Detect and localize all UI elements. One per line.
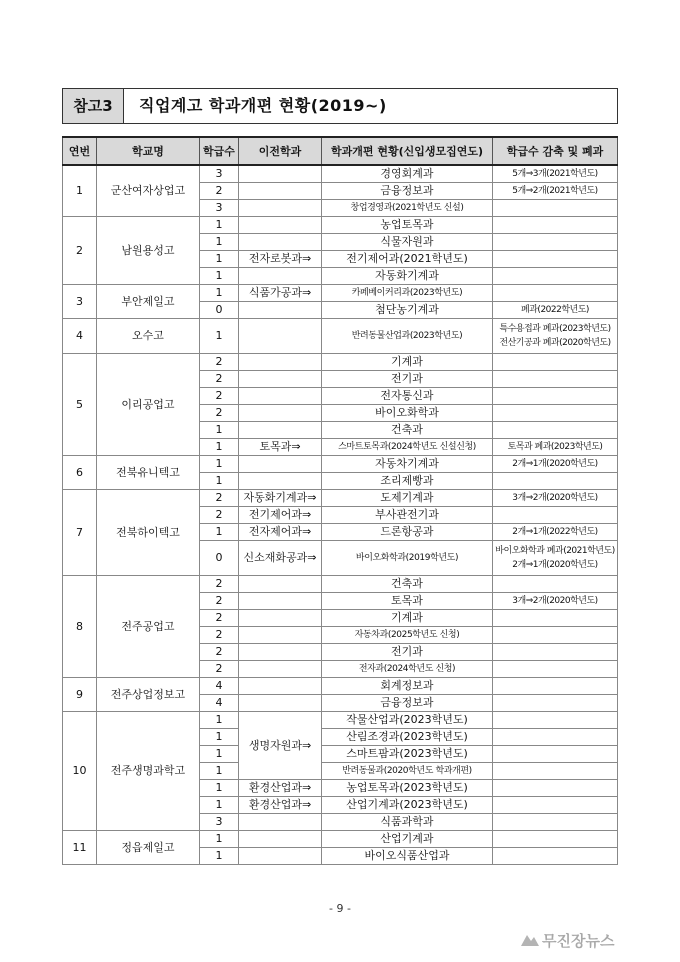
reduction-note xyxy=(493,507,618,524)
class-count: 2 xyxy=(200,183,239,200)
class-count: 1 xyxy=(200,746,239,763)
school-number: 5 xyxy=(63,354,97,456)
reduction-note: 폐과(2022학년도) xyxy=(493,302,618,319)
department-name: 스마트토목과(2024학년도 신설신청) xyxy=(322,439,493,456)
reduction-note xyxy=(493,644,618,661)
department-name: 전자과(2024학년도 신청) xyxy=(322,661,493,678)
department-name: 금융정보과 xyxy=(322,695,493,712)
previous-dept xyxy=(239,593,322,610)
previous-dept xyxy=(239,644,322,661)
reduction-note xyxy=(493,814,618,831)
department-name: 부사관전기과 xyxy=(322,507,493,524)
reduction-note xyxy=(493,354,618,371)
school-name: 군산여자상업고 xyxy=(97,165,200,217)
department-name: 금융정보과 xyxy=(322,183,493,200)
class-count: 2 xyxy=(200,405,239,422)
class-count: 3 xyxy=(200,200,239,217)
previous-dept xyxy=(239,610,322,627)
previous-dept xyxy=(239,814,322,831)
department-name: 전기제어과(2021학년도) xyxy=(322,251,493,268)
class-count: 1 xyxy=(200,831,239,848)
table-row xyxy=(63,831,618,848)
reference-tag: 참고3 xyxy=(63,89,124,123)
table-row xyxy=(63,354,618,371)
reduction-note xyxy=(493,780,618,797)
department-name: 자동차과(2025학년도 신청) xyxy=(322,627,493,644)
reduction-note: 3개⇒2개(2020학년도) xyxy=(493,593,618,610)
previous-dept xyxy=(239,234,322,251)
department-name: 카페베이커리과(2023학년도) xyxy=(322,285,493,302)
department-name: 산업기계과(2023학년도) xyxy=(322,797,493,814)
class-count: 1 xyxy=(200,473,239,490)
previous-dept xyxy=(239,217,322,234)
class-count: 1 xyxy=(200,848,239,865)
previous-dept xyxy=(239,165,322,183)
class-count: 2 xyxy=(200,576,239,593)
department-name: 바이오식품산업과 xyxy=(322,848,493,865)
class-count: 1 xyxy=(200,797,239,814)
department-name: 산업기계과 xyxy=(322,831,493,848)
previous-dept: 토목과⇒ xyxy=(239,439,322,456)
reduction-note xyxy=(493,831,618,848)
reduction-note: 5개⇒2개(2021학년도) xyxy=(493,183,618,200)
school-name: 전주생명과학고 xyxy=(97,712,200,831)
department-name: 도제기계과 xyxy=(322,490,493,507)
class-count: 1 xyxy=(200,524,239,541)
col-header-no: 연번 xyxy=(63,137,97,165)
department-name: 드론항공과 xyxy=(322,524,493,541)
previous-dept: 전기제어과⇒ xyxy=(239,507,322,524)
table-row xyxy=(63,678,618,695)
reduction-note xyxy=(493,541,618,576)
class-count: 2 xyxy=(200,354,239,371)
class-count: 1 xyxy=(200,729,239,746)
table-row xyxy=(63,217,618,234)
previous-dept xyxy=(239,302,322,319)
class-count: 2 xyxy=(200,388,239,405)
class-count: 4 xyxy=(200,678,239,695)
department-name: 식물자원과 xyxy=(322,234,493,251)
reduction-note xyxy=(493,200,618,217)
school-number: 8 xyxy=(63,576,97,678)
table-row xyxy=(63,165,618,183)
department-name: 스마트팜과(2023학년도) xyxy=(322,746,493,763)
department-name: 자동화기계과 xyxy=(322,268,493,285)
previous-dept xyxy=(239,661,322,678)
reduction-note xyxy=(493,285,618,302)
class-count: 0 xyxy=(200,302,239,319)
reduction-note: 5개⇒3개(2021학년도) xyxy=(493,165,618,183)
reduction-note xyxy=(493,268,618,285)
school-number: 9 xyxy=(63,678,97,712)
reduction-note xyxy=(493,610,618,627)
class-count: 2 xyxy=(200,610,239,627)
department-name: 자동차기계과 xyxy=(322,456,493,473)
col-header-school: 학교명 xyxy=(97,137,200,165)
table-row xyxy=(63,712,618,729)
school-number: 10 xyxy=(63,712,97,831)
department-name: 건축과 xyxy=(322,422,493,439)
class-count: 3 xyxy=(200,165,239,183)
previous-dept: 환경산업과⇒ xyxy=(239,780,322,797)
previous-dept xyxy=(239,695,322,712)
table-row xyxy=(63,490,618,507)
school-name: 전북하이텍고 xyxy=(97,490,200,576)
previous-dept xyxy=(239,678,322,695)
department-name: 회계정보과 xyxy=(322,678,493,695)
class-count: 2 xyxy=(200,644,239,661)
reduction-note-line: 바이오화학과 폐과(2021학년도) xyxy=(495,546,615,556)
class-count: 1 xyxy=(200,251,239,268)
table-row xyxy=(63,285,618,302)
previous-dept xyxy=(239,200,322,217)
reduction-note xyxy=(493,848,618,865)
class-count: 1 xyxy=(200,217,239,234)
reduction-note xyxy=(493,234,618,251)
previous-dept: 신소재화공과⇒ xyxy=(239,541,322,576)
school-number: 3 xyxy=(63,285,97,319)
section-title: 직업계고 학과개편 현황(2019~) xyxy=(139,96,387,115)
class-count: 1 xyxy=(200,285,239,302)
department-name: 전기과 xyxy=(322,644,493,661)
table-row xyxy=(63,576,618,593)
previous-dept xyxy=(239,319,322,354)
watermark-text: 무진장뉴스 xyxy=(542,932,615,950)
watermark-logo xyxy=(520,928,670,950)
reduction-note xyxy=(493,251,618,268)
previous-dept xyxy=(239,848,322,865)
department-name: 반려동물산업과(2023학년도) xyxy=(322,319,493,354)
department-name: 토목과 xyxy=(322,593,493,610)
reduction-note-line: 전산기공과 폐과(2020학년도) xyxy=(499,338,611,348)
reduction-note xyxy=(493,763,618,780)
previous-dept xyxy=(239,388,322,405)
table-row xyxy=(63,456,618,473)
department-name: 반려동물과(2020학년도 학과개편) xyxy=(322,763,493,780)
reduction-note xyxy=(493,661,618,678)
previous-dept xyxy=(239,576,322,593)
class-count: 0 xyxy=(200,541,239,576)
class-count: 1 xyxy=(200,439,239,456)
class-count: 4 xyxy=(200,695,239,712)
reduction-note xyxy=(493,729,618,746)
department-name: 창업경영과(2021학년도 신설) xyxy=(322,200,493,217)
previous-dept xyxy=(239,831,322,848)
department-name: 산림조경과(2023학년도) xyxy=(322,729,493,746)
reduction-note xyxy=(493,746,618,763)
reduction-note xyxy=(493,712,618,729)
school-name: 전주상업정보고 xyxy=(97,678,200,712)
department-name: 전자통신과 xyxy=(322,388,493,405)
class-count: 1 xyxy=(200,456,239,473)
class-count: 2 xyxy=(200,593,239,610)
school-number: 11 xyxy=(63,831,97,865)
class-count: 2 xyxy=(200,627,239,644)
col-header-previous-dept: 이전학과 xyxy=(239,137,322,165)
school-number: 7 xyxy=(63,490,97,576)
previous-dept: 전자제어과⇒ xyxy=(239,524,322,541)
page-number: - 9 - xyxy=(329,902,351,915)
reduction-note xyxy=(493,576,618,593)
reduction-note xyxy=(493,695,618,712)
previous-dept: 생명자원과⇒ xyxy=(239,712,322,780)
department-name: 조리제빵과 xyxy=(322,473,493,490)
previous-dept: 전자로봇과⇒ xyxy=(239,251,322,268)
col-header-classes: 학급수 xyxy=(200,137,239,165)
reduction-note xyxy=(493,678,618,695)
reduction-note: 2개⇒1개(2022학년도) xyxy=(493,524,618,541)
school-name: 이리공업고 xyxy=(97,354,200,456)
previous-dept xyxy=(239,405,322,422)
department-name: 바이오화학과 xyxy=(322,405,493,422)
previous-dept xyxy=(239,473,322,490)
table-row xyxy=(63,319,618,354)
reorganization-table xyxy=(62,136,618,865)
department-name: 농업토목과 xyxy=(322,217,493,234)
school-name: 전북유니텍고 xyxy=(97,456,200,490)
previous-dept: 식품가공과⇒ xyxy=(239,285,322,302)
previous-dept xyxy=(239,183,322,200)
class-count: 1 xyxy=(200,234,239,251)
previous-dept xyxy=(239,354,322,371)
mountain-icon xyxy=(520,930,540,948)
school-number: 1 xyxy=(63,165,97,217)
previous-dept xyxy=(239,422,322,439)
department-name: 전기과 xyxy=(322,371,493,388)
col-header-reduction: 학급수 감축 및 폐과 xyxy=(493,137,618,165)
department-name: 첨단농기계과 xyxy=(322,302,493,319)
school-name: 전주공업고 xyxy=(97,576,200,678)
school-name: 남원용성고 xyxy=(97,217,200,285)
class-count: 1 xyxy=(200,268,239,285)
school-number: 4 xyxy=(63,319,97,354)
section-title-box xyxy=(62,88,618,124)
school-name: 부안제일고 xyxy=(97,285,200,319)
col-header-reorganization: 학과개편 현황(신입생모집연도) xyxy=(322,137,493,165)
reduction-note xyxy=(493,473,618,490)
reduction-note xyxy=(493,319,618,354)
class-count: 1 xyxy=(200,712,239,729)
reduction-note: 토목과 폐과(2023학년도) xyxy=(493,439,618,456)
department-name: 기계과 xyxy=(322,610,493,627)
class-count: 1 xyxy=(200,319,239,354)
reduction-note xyxy=(493,388,618,405)
class-count: 2 xyxy=(200,371,239,388)
class-count: 3 xyxy=(200,814,239,831)
table-header-row xyxy=(63,137,618,165)
department-name: 바이오화학과(2019학년도) xyxy=(322,541,493,576)
class-count: 1 xyxy=(200,780,239,797)
school-name: 오수고 xyxy=(97,319,200,354)
reduction-note xyxy=(493,405,618,422)
reduction-note xyxy=(493,217,618,234)
department-name: 농업토목과(2023학년도) xyxy=(322,780,493,797)
reduction-note: 3개⇒2개(2020학년도) xyxy=(493,490,618,507)
class-count: 1 xyxy=(200,763,239,780)
reduction-note xyxy=(493,797,618,814)
department-name: 기계과 xyxy=(322,354,493,371)
department-name: 작물산업과(2023학년도) xyxy=(322,712,493,729)
reduction-note-line: 특수용접과 폐과(2023학년도) xyxy=(499,324,611,334)
department-name: 건축과 xyxy=(322,576,493,593)
previous-dept xyxy=(239,371,322,388)
class-count: 2 xyxy=(200,661,239,678)
reduction-note xyxy=(493,371,618,388)
class-count: 2 xyxy=(200,490,239,507)
reduction-note-line: 2개⇒1개(2020학년도) xyxy=(512,560,598,570)
class-count: 1 xyxy=(200,422,239,439)
department-name: 식품과학과 xyxy=(322,814,493,831)
school-number: 6 xyxy=(63,456,97,490)
table-body xyxy=(63,165,618,865)
previous-dept: 자동화기계과⇒ xyxy=(239,490,322,507)
school-name: 정읍제일고 xyxy=(97,831,200,865)
reduction-note xyxy=(493,627,618,644)
school-number: 2 xyxy=(63,217,97,285)
reduction-note: 2개⇒1개(2020학년도) xyxy=(493,456,618,473)
reduction-note xyxy=(493,422,618,439)
previous-dept xyxy=(239,268,322,285)
previous-dept xyxy=(239,456,322,473)
previous-dept: 환경산업과⇒ xyxy=(239,797,322,814)
previous-dept xyxy=(239,627,322,644)
department-name: 경영회계과 xyxy=(322,165,493,183)
class-count: 2 xyxy=(200,507,239,524)
